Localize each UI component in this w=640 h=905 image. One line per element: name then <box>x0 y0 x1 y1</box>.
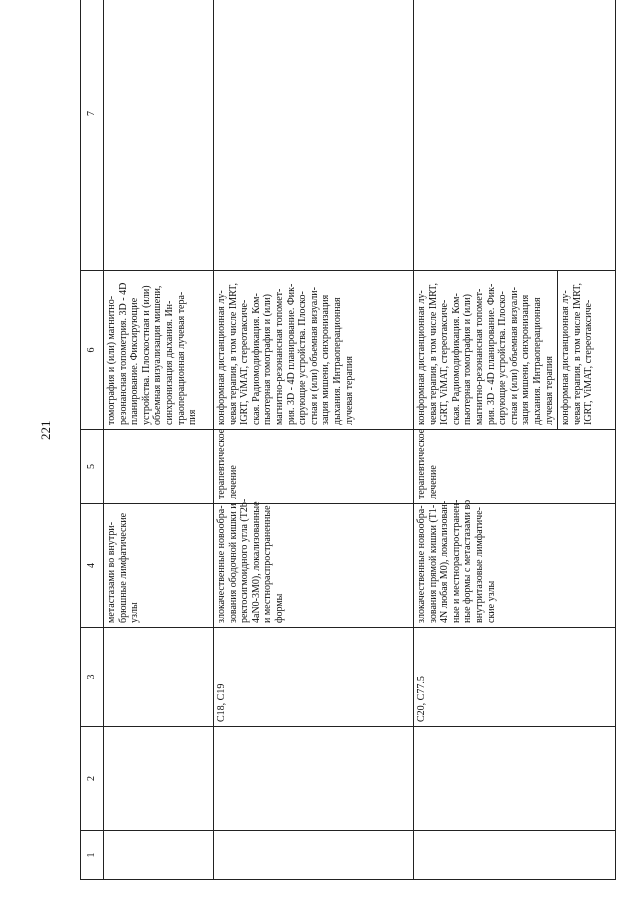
cell-col3 <box>214 628 414 727</box>
cell-line: рия. 3D - 4D планирование. Фик- <box>285 283 297 425</box>
cell-line: узлы <box>129 602 141 623</box>
cell-line: объемная визуализация мишени, <box>152 285 164 425</box>
cell-line: метастазами во внутри- <box>106 521 117 623</box>
cell-col7 <box>414 0 616 271</box>
cell-line: лечение <box>427 465 439 499</box>
cell-col5 <box>104 430 214 504</box>
cell-line: ректосигмоидного угла (T2b- <box>239 498 251 623</box>
cell-line: дыхания. Интраоперационная <box>331 297 343 425</box>
cell-line: стная и (или) объемная визуали- <box>308 287 320 425</box>
cell-col7 <box>104 0 214 271</box>
cell-col4 <box>414 499 616 628</box>
cell-line: рия. 3D - 4D планирование. Фик- <box>485 283 497 425</box>
header-col-7: 7 <box>81 0 104 271</box>
cell-line: внутритазовые лимфатиче- <box>473 507 485 623</box>
cell-line: 4aN0-3M0), локализованные <box>250 501 262 623</box>
cell-col4 <box>214 498 414 628</box>
cell-line: чевая терапия, в том числе IMRT, <box>427 282 439 425</box>
cell-line: ные и местнораспространен- <box>450 499 462 623</box>
header-col-1: 1 <box>81 831 104 880</box>
cell-line: дыхания. Интраоперационная <box>531 297 543 425</box>
cell-line: сирующие устройства. Плоско- <box>297 291 309 425</box>
cell-line: пьютерная томография и (или) <box>462 293 474 425</box>
cell-line: и местнораспространенные <box>262 505 274 623</box>
header-col-5: 5 <box>81 430 104 504</box>
cell-line: стная и (или) объемная визуали- <box>508 287 520 425</box>
cell-line: злокачественные новообра- <box>416 505 427 623</box>
cell-line: пия <box>187 409 199 425</box>
header-col-4: 4 <box>81 504 104 628</box>
cell-line: терапевтическое <box>416 428 427 499</box>
cell-line: магнитно-резонансная топомет- <box>273 288 285 425</box>
cell-line: брюшные лимфатические <box>117 512 129 623</box>
cell-line: пьютерная томография и (или) <box>262 293 274 425</box>
cell-col3 <box>414 628 616 727</box>
cell-line: томография и (или) магнитно- <box>106 295 117 425</box>
cell-line: планирование. Фиксирующие <box>129 297 141 425</box>
cell-line: чевая терапия, в том числе IMRT, <box>227 282 239 425</box>
cell-line: конформная дистанционная лу- <box>416 290 427 425</box>
header-row <box>81 0 104 880</box>
cell-line: сирующие устройства. Плоско- <box>497 291 509 425</box>
cell-line: лучевая терапия <box>343 355 355 425</box>
table-row <box>414 0 616 880</box>
cell-line: зация мишени, синхронизация <box>320 294 332 425</box>
table-body <box>104 0 616 880</box>
cell-text: C18, C19 <box>216 683 227 722</box>
cell-line: резонансная топометрия. 3D - 4D <box>117 282 129 425</box>
cell-line: магнитно-резонансная топомет- <box>473 288 485 425</box>
cell-col2 <box>214 727 414 831</box>
cell-divider <box>557 271 558 429</box>
header-col-3: 3 <box>81 628 104 727</box>
cell-line: IGRT, ViMAT, стереотаксиче- <box>439 299 451 425</box>
cell-col6 <box>214 271 414 430</box>
cell-line: ская. Радиомодификация. Ком- <box>250 293 262 425</box>
cell-col5 <box>214 430 414 504</box>
cell-line: зация мишени, синхронизация <box>520 294 532 425</box>
page-number: 221 <box>38 420 53 440</box>
rotated-table-wrapper <box>80 20 610 880</box>
table-row <box>104 0 214 880</box>
cell-line: устройства. Плоскостная и (или) <box>140 285 152 425</box>
cell-col7 <box>214 0 414 271</box>
cell-col1 <box>104 831 214 880</box>
cell-line: синхронизация дыхания. Ин- <box>163 300 175 425</box>
cell-line: зования прямой кишки (T1- <box>427 504 439 623</box>
cell-line: IGRT, ViMAT, стереотаксиче- <box>239 299 251 425</box>
cell-line: терапевтическое <box>216 428 227 499</box>
header-col-2: 2 <box>81 727 104 831</box>
cell-col2 <box>414 727 616 831</box>
cell-line: IGRT, ViMAT, стереотаксиче- <box>583 299 595 425</box>
cell-line: чевая терапия, в том числе IMRT, <box>571 282 583 425</box>
cell-col3 <box>104 628 214 727</box>
table-row <box>214 0 414 880</box>
cell-line: ские узлы <box>485 580 497 623</box>
cell-col1 <box>214 831 414 880</box>
cell-line: 4N любая M0), локализован- <box>439 500 451 623</box>
cell-col4 <box>104 504 214 628</box>
cell-line: лечение <box>227 465 239 499</box>
cell-line: формы <box>273 593 285 623</box>
cell-line: лучевая терапия <box>543 355 555 425</box>
cell-line: ская. Радиомодификация. Ком- <box>450 293 462 425</box>
cell-line: злокачественные новообра- <box>216 505 227 623</box>
cell-text: C20, C77.5 <box>416 676 427 722</box>
cell-col2 <box>104 727 214 831</box>
cell-line: зования ободочной кишки и <box>227 503 239 623</box>
cell-col5 <box>414 430 616 504</box>
cell-line: траоперационная лучевая тера- <box>175 291 187 425</box>
cell-col6 <box>104 271 214 430</box>
header-col-6: 6 <box>81 271 104 430</box>
cell-line: конформная дистанционная лу- <box>216 290 227 425</box>
cell-col1 <box>414 831 616 880</box>
cell-col6 <box>414 271 616 430</box>
treatment-table <box>80 0 616 880</box>
cell-line: ные формы с метастазами во <box>462 499 474 623</box>
cell-line: конформная дистанционная лу- <box>560 290 572 425</box>
